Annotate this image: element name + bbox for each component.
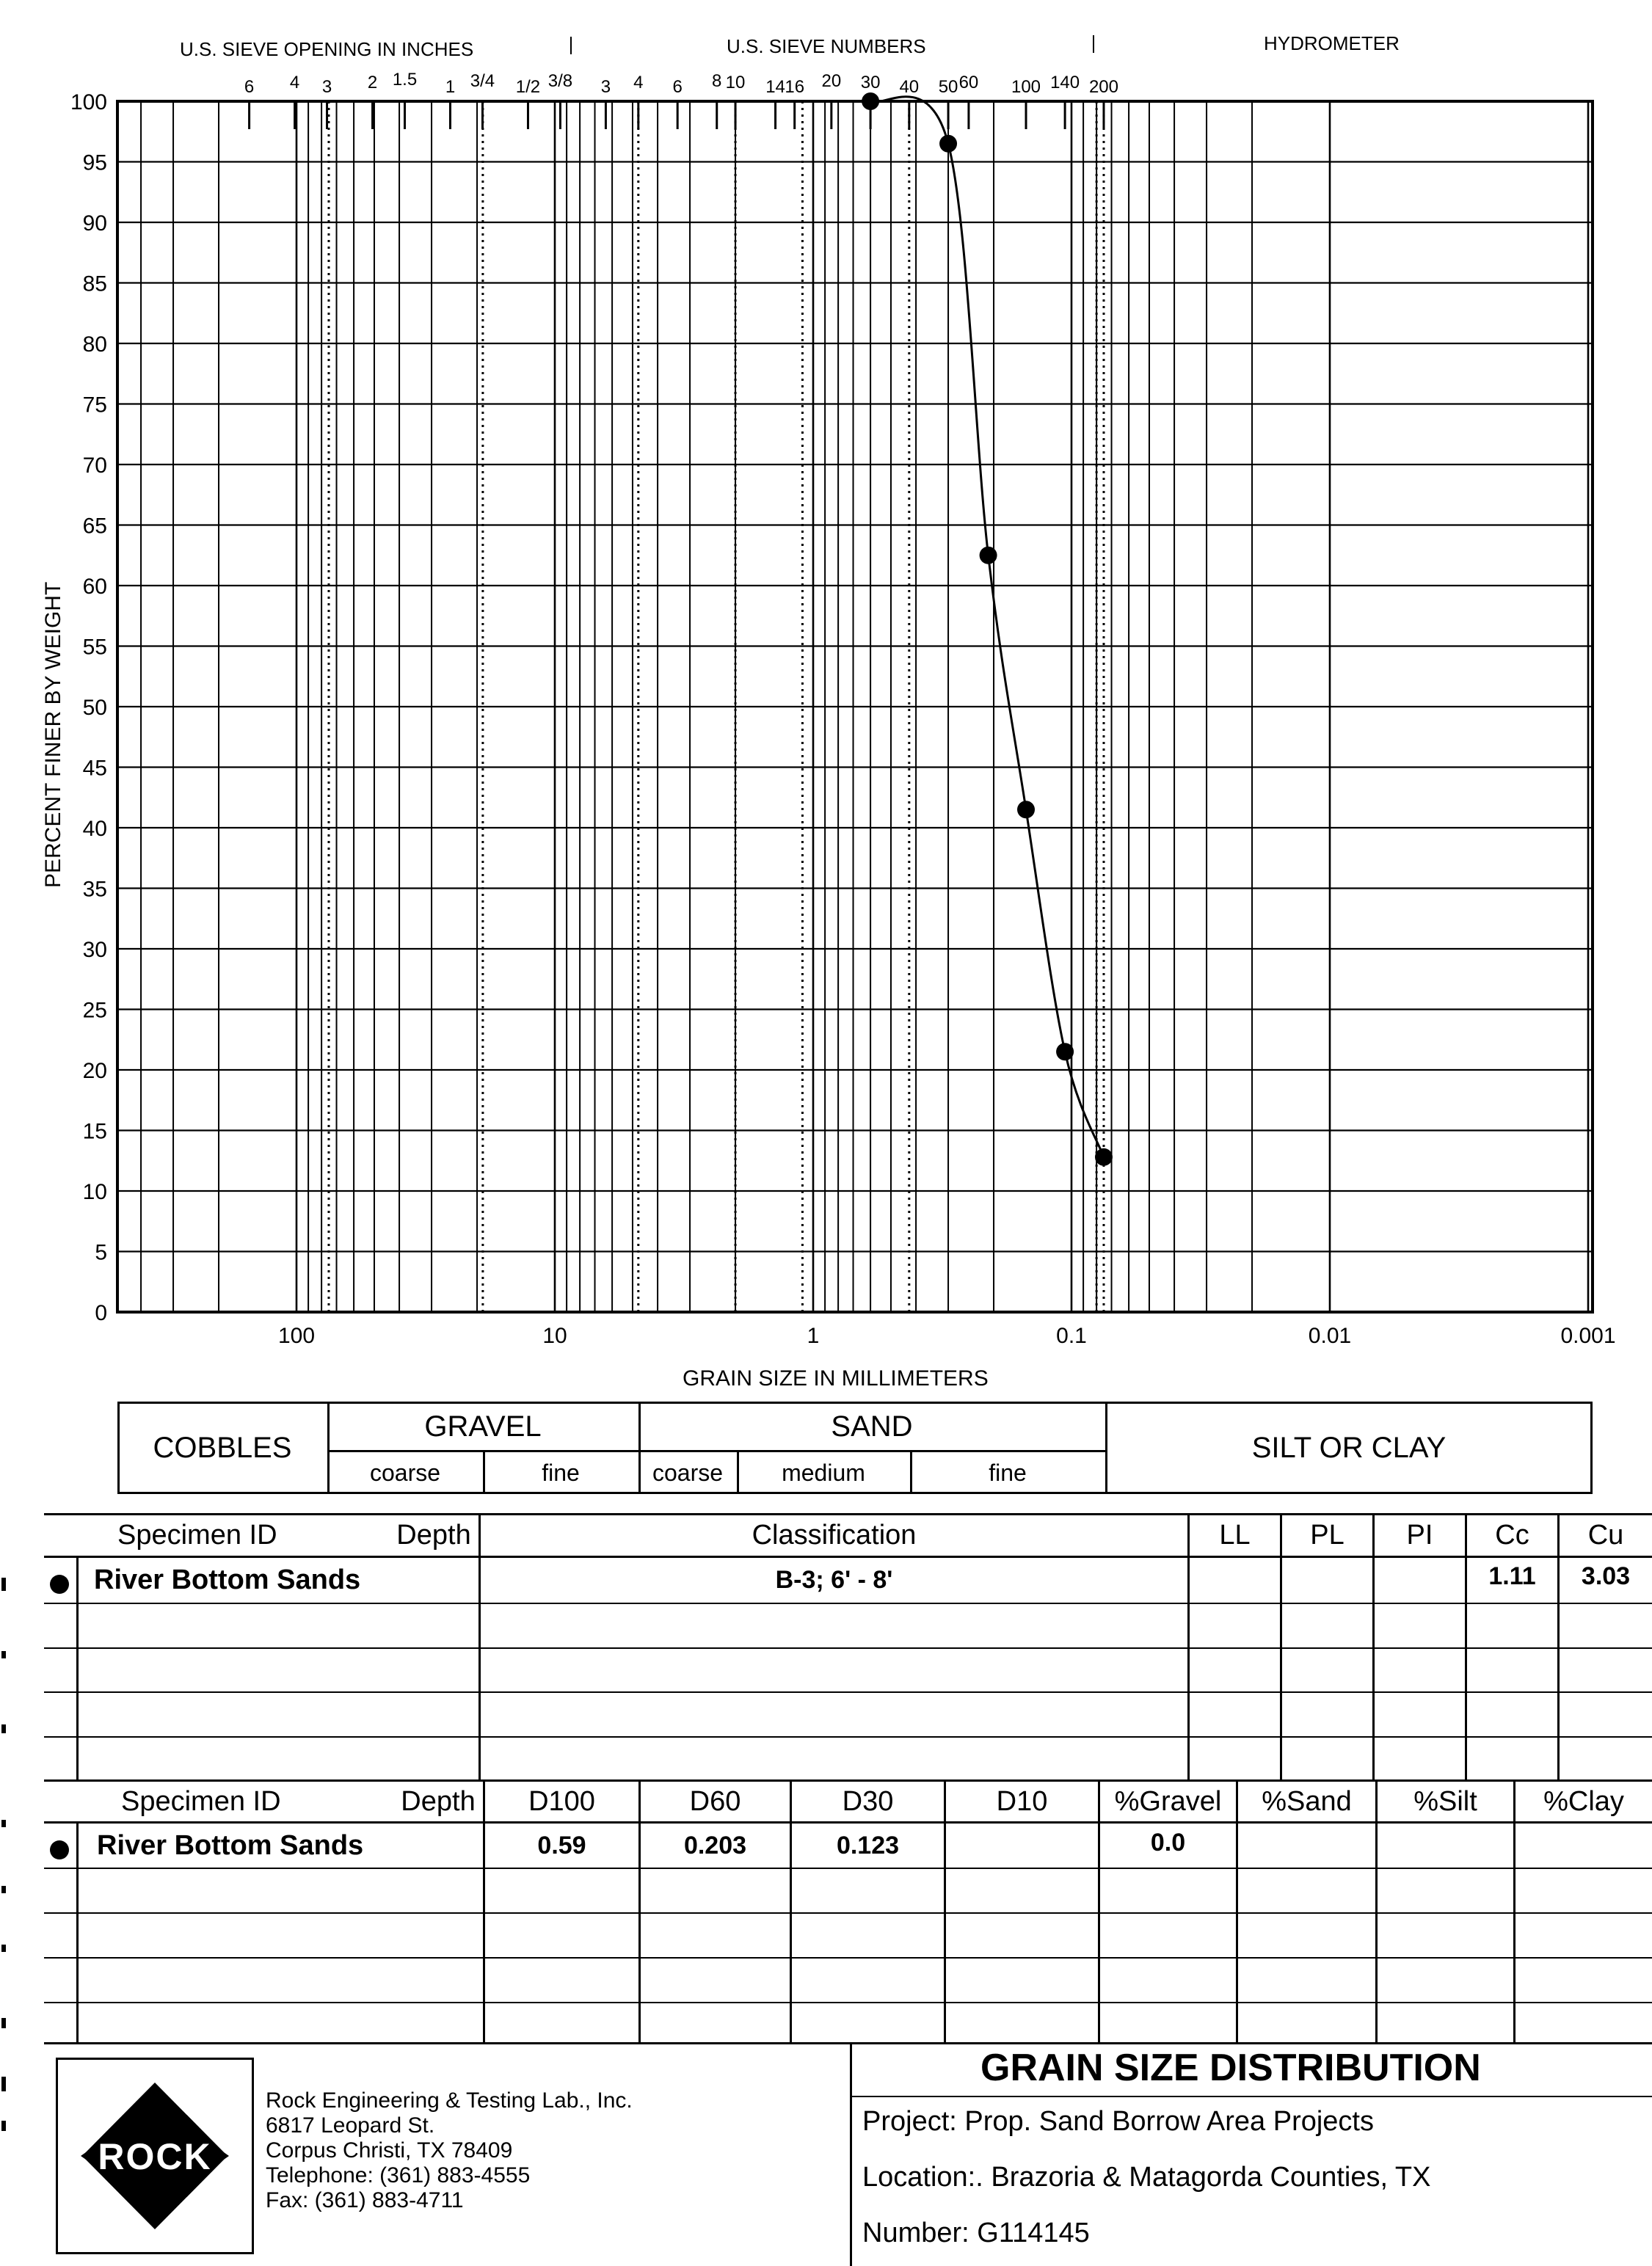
company-fax: Fax: (361) 883-4711 [266,2188,464,2212]
sieve-label: 3 [321,77,332,97]
sieve-label: 100 [1011,77,1041,97]
data-point [980,547,997,564]
t1-header-pl: PL [1310,1519,1344,1551]
t1-row-cc: 1.11 [1488,1562,1536,1590]
sieve-label: 200 [1088,77,1119,97]
y-tick-label: 90 [82,211,107,236]
sieve-label: 3/4 [470,71,495,91]
t1-row-marker-icon [50,1575,69,1594]
x-tick-label: 1 [807,1324,820,1348]
data-point [1095,1148,1113,1166]
y-tick-label: 40 [82,817,107,841]
sieve-label: 6 [672,77,683,97]
y-tick-label: 50 [82,696,107,720]
chart-series [862,92,1113,1166]
t1-col-0 [76,1556,79,1782]
t2-row-line-2 [44,1868,1652,1869]
x-tick-label: 0.1 [1056,1324,1087,1348]
y-tick-label: 15 [82,1119,107,1144]
t2-row-d60: 0.203 [683,1831,747,1859]
sieve-label: 16 [785,77,805,97]
y-tick-label: 45 [82,756,107,781]
scan-edge-marks [0,1578,9,2150]
t1-row-line-5 [44,1736,1652,1738]
x-tick-label: 0.01 [1308,1324,1352,1348]
y-tick-label: 95 [82,150,107,175]
sieve-label: 1/2 [515,77,541,97]
number-info: Number: G114145 [862,2218,1090,2248]
sieve-label: 6 [244,77,255,97]
sand-medium-label: medium [782,1459,865,1486]
sieve-label: 30 [860,73,881,92]
series-curve [870,97,1104,1157]
t1-row-line-4 [44,1691,1652,1693]
data-point [1056,1043,1074,1060]
y-tick-label: 100 [70,90,107,114]
t2-header-depth: Depth [401,1785,476,1817]
t2-header-d100: D100 [528,1785,595,1817]
x-tick-label: 100 [277,1324,316,1348]
t1-row-classification: B-3; 6' - 8' [775,1566,893,1594]
t1-header-ll: LL [1219,1519,1251,1551]
project-info: Project: Prop. Sand Borrow Area Projects [862,2106,1374,2137]
t2-row-gravel: 0.0 [1150,1828,1186,1857]
sieve-label: 40 [899,77,920,97]
report-title: GRAIN SIZE DISTRIBUTION [980,2047,1481,2089]
sieve-label: 20 [821,71,842,91]
y-tick-label: 35 [82,877,107,902]
top-header-numbers: U.S. SIEVE NUMBERS [727,35,926,57]
t2-header-silt: %Silt [1413,1785,1477,1817]
top-header-inches: U.S. SIEVE OPENING IN INCHES [180,38,474,60]
t2-header-d10: D10 [996,1785,1048,1817]
top-header-hydrometer: HYDROMETER [1264,32,1400,54]
sieve-label: 10 [725,73,746,92]
sand-coarse-label: coarse [652,1459,724,1486]
y-tick-label: 60 [82,575,107,599]
y-tick-label: 10 [82,1180,107,1204]
t1-header-depth: Depth [396,1519,471,1551]
sieve-label: 14 [765,77,785,97]
rock-logo [66,2066,244,2245]
t1-header-cu: Cu [1587,1519,1624,1551]
x-axis-label: GRAIN SIZE IN MILLIMETERS [683,1366,989,1391]
t2-row-line-5 [44,2002,1652,2003]
sand-fine-label: fine [989,1459,1027,1486]
location-info: Location:. Brazoria & Matagorda Counties, TX [862,2162,1431,2193]
cobbles-label: COBBLES [153,1431,292,1464]
t2-row-marker-icon [50,1840,69,1859]
t2-row-line-3 [44,1912,1652,1914]
y-tick-label: 75 [82,393,107,418]
t1-row-cu: 3.03 [1581,1562,1631,1590]
y-tick-label: 65 [82,514,107,539]
t1-row-line-3 [44,1647,1652,1649]
y-tick-label: 80 [82,332,107,357]
sieve-label: 8 [712,71,722,91]
chart-grid [117,101,1593,1312]
t1-header-classification: Classification [752,1519,917,1551]
sieve-label: 60 [958,73,979,92]
y-tick-label: 85 [82,272,107,296]
t2-header-clay: %Clay [1543,1785,1624,1817]
chart-axes [70,70,1616,1348]
y-tick-label: 5 [95,1240,107,1265]
y-tick-label: 55 [82,635,107,660]
data-point [862,92,879,110]
t1-header-cc: Cc [1495,1519,1529,1551]
y-tick-label: 25 [82,998,107,1023]
y-tick-label: 70 [82,453,107,478]
gravel-coarse-label: coarse [369,1459,441,1486]
t2-row-specimen: River Bottom Sands [97,1829,364,1861]
t2-row-d100: 0.59 [537,1831,586,1859]
x-tick-label: 10 [542,1324,567,1348]
data-point [939,135,957,153]
sieve-label: 3/8 [547,71,573,91]
data-point [1017,801,1035,818]
y-axis-label: PERCENT FINER BY WEIGHT [41,581,65,888]
footer-divider [850,2044,852,2266]
sieve-label: 4 [289,73,300,92]
y-tick-label: 30 [82,938,107,962]
sieve-label: 1 [445,77,456,97]
sand-label: SAND [831,1410,913,1443]
sieve-label: 1.5 [392,70,418,90]
gravel-fine-label: fine [542,1459,580,1486]
company-name: Rock Engineering & Testing Lab., Inc. [266,2088,633,2113]
company-address-2: Corpus Christi, TX 78409 [266,2138,513,2163]
t2-header-d60: D60 [689,1785,741,1817]
t1-row-line-2 [44,1603,1652,1604]
y-tick-label: 0 [95,1301,107,1325]
t1-header-specimen: Specimen ID [117,1519,277,1551]
x-tick-label: 0.001 [1560,1324,1616,1348]
t2-header-d30: D30 [842,1785,894,1817]
gravel-label: GRAVEL [424,1410,542,1443]
t2-header-gravel: %Gravel [1114,1785,1222,1817]
silt-clay-label: SILT OR CLAY [1251,1431,1447,1464]
y-tick-label: 20 [82,1059,107,1083]
logo-text: ROCK [98,2136,212,2177]
t2-row-line-4 [44,1957,1652,1959]
sieve-label: 2 [367,73,378,92]
sieve-label: 50 [938,77,958,97]
company-address-1: 6817 Leopard St. [266,2113,435,2138]
t1-row-specimen: River Bottom Sands [94,1564,361,1595]
t1-header-pi: PI [1406,1519,1433,1551]
sieve-label: 140 [1050,73,1080,92]
company-telephone: Telephone: (361) 883-4555 [266,2163,531,2187]
footer-title-underline [850,2096,1652,2097]
t2-col-0 [76,1821,79,2044]
t2-header-specimen: Specimen ID [121,1785,281,1817]
t2-header-sand: %Sand [1262,1785,1352,1817]
t2-row-d30: 0.123 [836,1831,900,1859]
sieve-label: 4 [633,73,644,92]
sieve-label: 3 [600,77,611,97]
